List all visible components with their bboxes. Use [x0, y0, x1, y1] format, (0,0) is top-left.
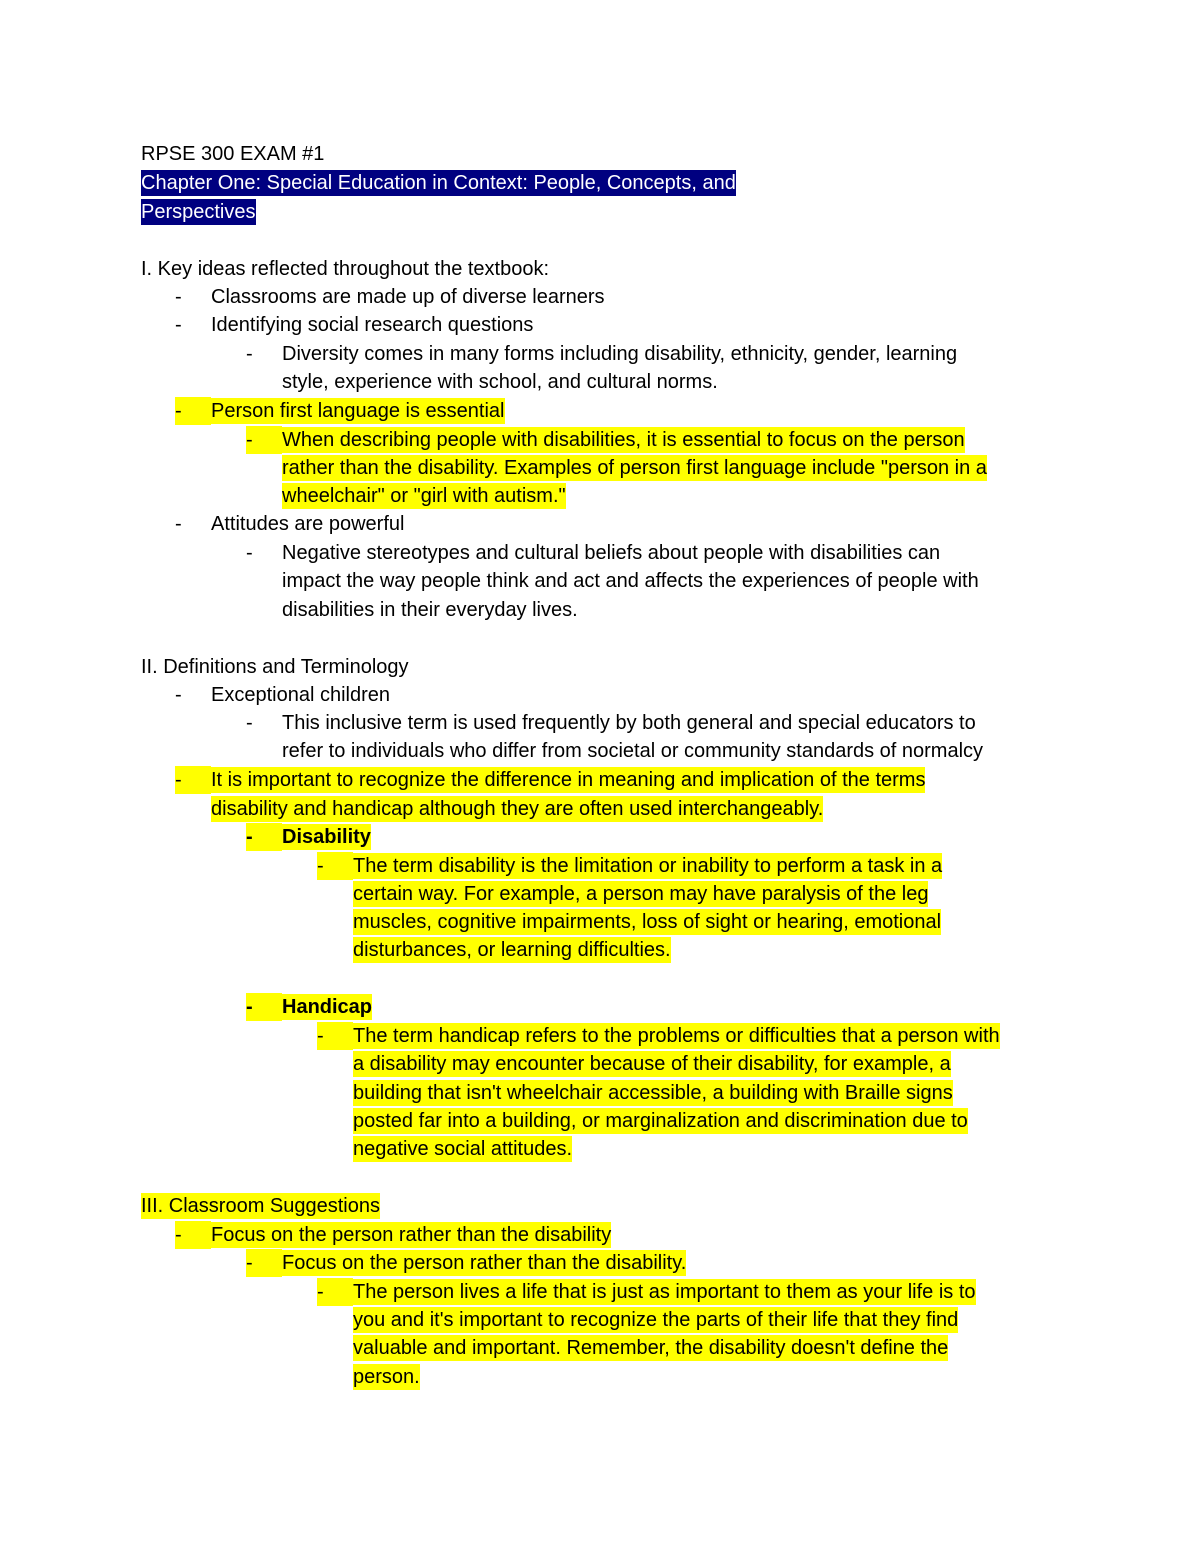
- chapter-heading-line1: Chapter One: Special Education in Context: People, Concepts, and: [141, 172, 736, 194]
- list-item: It is important to recognize the difference in meaning and implication of the terms: [211, 769, 926, 791]
- bullet-dash: -: [246, 993, 282, 1021]
- list-item: Classrooms are made up of diverse learners: [211, 286, 605, 308]
- bullet-dash: -: [317, 1022, 353, 1050]
- list-item-continued: posted far into a building, or marginalization and discrimination due to: [353, 1110, 968, 1132]
- list-item: Identifying social research questions: [211, 314, 534, 336]
- bullet-dash: -: [175, 513, 182, 535]
- bullet-dash: -: [175, 314, 182, 336]
- list-item-continued: certain way. For example, a person may have paralysis of the leg: [353, 883, 929, 905]
- list-item-continued: rather than the disability. Examples of person first language include "person in a: [282, 457, 987, 479]
- bullet-dash: -: [246, 823, 282, 851]
- list-item-continued: wheelchair" or "girl with autism.": [282, 485, 566, 507]
- list-item-continued: building that isn't wheelchair accessible, a building with Braille signs: [353, 1082, 953, 1104]
- bullet-dash: -: [175, 397, 211, 425]
- bullet-dash: -: [175, 1221, 211, 1249]
- bullet-dash: -: [246, 1249, 282, 1277]
- list-item: Negative stereotypes and cultural beliefs about people with disabilities can: [282, 542, 941, 564]
- list-item: The term handicap refers to the problems or difficulties that a person with: [353, 1025, 1000, 1047]
- list-item-continued: disabilities in their everyday lives.: [282, 599, 578, 621]
- bullet-dash: -: [317, 852, 353, 880]
- list-item-continued: impact the way people think and act and affects the experiences of people with: [282, 570, 979, 592]
- section-heading: I. Key ideas reflected throughout the textbook:: [141, 258, 550, 280]
- list-item: Focus on the person rather than the disability.: [282, 1252, 687, 1274]
- list-item-continued: you and it's important to recognize the parts of their life that they find: [353, 1309, 959, 1331]
- chapter-heading-line2: Perspectives: [141, 201, 256, 223]
- document-title: RPSE 300 EXAM #1: [141, 143, 325, 165]
- list-item-continued: disturbances, or learning difficulties.: [353, 939, 671, 961]
- term-heading-handicap: Handicap: [282, 996, 373, 1018]
- list-item-continued: person.: [353, 1366, 420, 1388]
- list-item: Person first language is essential: [211, 400, 505, 422]
- list-item: Attitudes are powerful: [211, 513, 405, 535]
- list-item: When describing people with disabilities, it is essential to focus on the person: [282, 429, 965, 451]
- list-item-continued: muscles, cognitive impairments, loss of sight or hearing, emotional: [353, 911, 942, 933]
- bullet-dash: -: [246, 712, 253, 734]
- list-item-continued: valuable and important. Remember, the disability doesn't define the: [353, 1337, 949, 1359]
- list-item: Exceptional children: [211, 684, 390, 706]
- list-item: Focus on the person rather than the disability: [211, 1224, 612, 1246]
- bullet-dash: -: [246, 542, 253, 564]
- term-heading-disability: Disability: [282, 826, 371, 848]
- bullet-dash: -: [246, 343, 253, 365]
- bullet-dash: -: [317, 1278, 353, 1306]
- list-item: Diversity comes in many forms including disability, ethnicity, gender, learning: [282, 343, 958, 365]
- list-item-continued: a disability may encounter because of their disability, for example, a: [353, 1053, 951, 1075]
- list-item: The person lives a life that is just as important to them as your life is to: [353, 1281, 976, 1303]
- bullet-dash: -: [175, 766, 211, 794]
- list-item: This inclusive term is used frequently by both general and special educators to: [282, 712, 976, 734]
- list-item-continued: negative social attitudes.: [353, 1138, 573, 1160]
- bullet-dash: -: [246, 426, 282, 454]
- list-item-continued: disability and handicap although they are often used interchangeably.: [211, 798, 824, 820]
- section-heading: II. Definitions and Terminology: [141, 656, 409, 678]
- list-item-continued: style, experience with school, and cultural norms.: [282, 371, 718, 393]
- list-item-continued: refer to individuals who differ from societal or community standards of normalcy: [282, 740, 984, 762]
- section-heading: III. Classroom Suggestions: [141, 1195, 380, 1217]
- bullet-dash: -: [175, 684, 182, 706]
- bullet-dash: -: [175, 286, 182, 308]
- list-item: The term disability is the limitation or inability to perform a task in a: [353, 855, 943, 877]
